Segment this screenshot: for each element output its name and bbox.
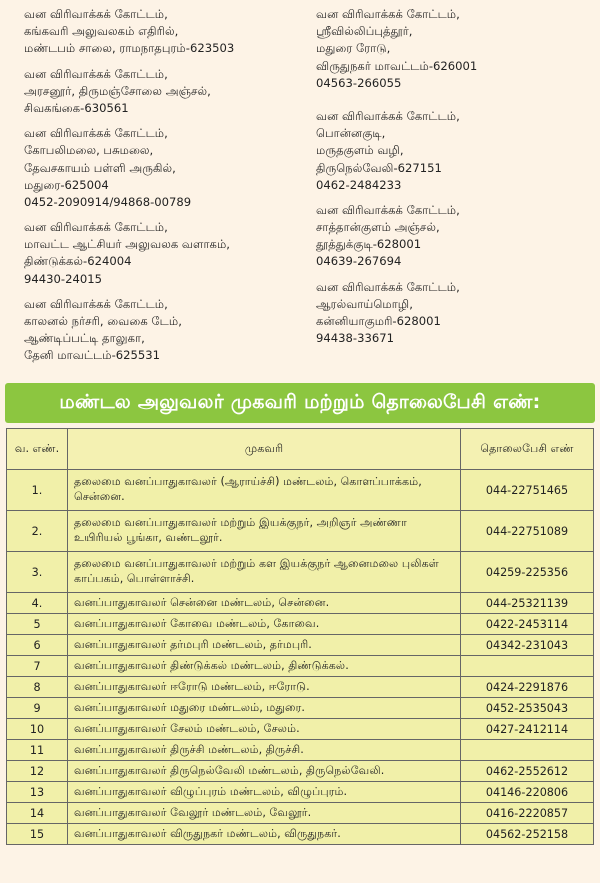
cell-sno: 3.: [7, 552, 68, 593]
address-line: வன விரிவாக்கக் கோட்டம்,: [24, 66, 168, 81]
table-row: [7, 824, 594, 845]
address-line: மதுரை-625004: [24, 177, 109, 192]
regional-office-table: [6, 428, 594, 845]
address-column-left: [24, 6, 294, 373]
cell-sno: 5: [7, 614, 68, 635]
cell-sno: 2.: [7, 511, 68, 552]
address-line: திருநெல்வேலி-627151: [316, 160, 442, 175]
cell-phone: 0424-2291876: [461, 677, 594, 698]
address-line: ஆண்டிப்பட்டி தாலுகா,: [24, 331, 145, 346]
address-line: வன விரிவாக்கக் கோட்டம்,: [316, 279, 460, 294]
address-line: வன விரிவாக்கக் கோட்டம்,: [316, 108, 460, 123]
cell-sno: 11: [7, 740, 68, 761]
table-row: [7, 511, 594, 552]
address-phone: 0462-2484233: [316, 177, 402, 192]
cell-sno: 13: [7, 782, 68, 803]
header-phone: தொலைபேசி எண்: [461, 429, 594, 470]
address-line: வன விரிவாக்கக் கோட்டம்,: [316, 7, 460, 21]
address-line: கங்கவரி அலுவலகம் எதிரில்,: [24, 24, 179, 39]
address-phone: 04563-266055: [316, 75, 402, 90]
address-phone: 94430-24015: [24, 271, 102, 286]
table-row: [7, 782, 594, 803]
address-line: வன விரிவாக்கக் கோட்டம்,: [24, 126, 168, 141]
address-line: ஆரல்வாய்மொழி,: [316, 296, 413, 311]
table-row: [7, 719, 594, 740]
cell-sno: 6: [7, 635, 68, 656]
cell-address: வனப்பாதுகாவலர் கோவை மண்டலம், கோவை.: [68, 614, 461, 635]
cell-sno: 9: [7, 698, 68, 719]
cell-address: வனப்பாதுகாவலர் தர்மபுரி மண்டலம், தர்மபுரி.: [68, 635, 461, 656]
cell-address: வனப்பாதுகாவலர் திருச்சி மண்டலம், திருச்சி.: [68, 740, 461, 761]
cell-phone: 0416-2220857: [461, 803, 594, 824]
table-row: [7, 698, 594, 719]
address-line: கன்னியாகுமரி-628001: [316, 314, 441, 328]
address-line: வன விரிவாக்கக் கோட்டம்,: [24, 220, 168, 235]
address-block: [24, 125, 294, 211]
address-phone: 94438-33671: [316, 331, 394, 346]
address-line: மருதகுளம் வழி,: [316, 143, 404, 158]
table-row: [7, 470, 594, 511]
cell-phone: 04146-220806: [461, 782, 594, 803]
cell-address: வனப்பாதுகாவலர் விருதுநகர் மண்டலம், விருதுநகர்.: [68, 824, 461, 845]
table-row: [7, 677, 594, 698]
header-address: முகவரி: [68, 429, 461, 470]
address-column-right: [316, 6, 586, 355]
address-line: வன விரிவாக்கக் கோட்டம்,: [24, 7, 168, 21]
address-line: விருதுநகர் மாவட்டம்-626001: [316, 58, 478, 73]
cell-phone: 0452-2535043: [461, 698, 594, 719]
header-sno: வ. எண்.: [7, 429, 68, 470]
address-line: பொன்னகுடி,: [316, 126, 386, 141]
cell-sno: 12: [7, 761, 68, 782]
table-row: [7, 656, 594, 677]
cell-address: வனப்பாதுகாவலர் மதுரை மண்டலம், மதுரை.: [68, 698, 461, 719]
address-phone: 0452-2090914/94868-00789: [24, 194, 192, 209]
cell-sno: 14: [7, 803, 68, 824]
address-block: [24, 296, 294, 365]
table-row: [7, 803, 594, 824]
section-banner-title: மண்டல அலுவலர் முகவரி மற்றும் தொலைபேசி எண்:: [5, 383, 595, 423]
cell-address: வனப்பாதுகாவலர் சேலம் மண்டலம், சேலம்.: [68, 719, 461, 740]
address-line: சிவகங்கை-630561: [24, 100, 129, 115]
cell-address: வனப்பாதுகாவலர் வேலூர் மண்டலம், வேலூர்.: [68, 803, 461, 824]
address-line: ஸ்ரீவில்லிப்புத்தூர்,: [316, 24, 413, 39]
cell-address: வனப்பாதுகாவலர் திண்டுக்கல் மண்டலம், திண்டுக்கல்.: [68, 656, 461, 677]
address-line: திண்டுக்கல்-624004: [24, 254, 132, 269]
cell-address: தலைமை வனப்பாதுகாவலர் மற்றும் கள இயக்குநர் ஆனைமலை புலிகள் காப்பகம், பொள்ளாச்சி.: [68, 552, 461, 593]
address-line: மாவட்ட ஆட்சியர் அலுவலக வளாகம்,: [24, 237, 230, 252]
table-row: [7, 635, 594, 656]
table-row: [7, 593, 594, 614]
address-block: [316, 108, 586, 194]
cell-phone: [461, 656, 594, 677]
cell-address: வனப்பாதுகாவலர் சென்னை மண்டலம், சென்னை.: [68, 593, 461, 614]
table-row: [7, 552, 594, 593]
cell-sno: 8: [7, 677, 68, 698]
address-block: [316, 279, 586, 348]
address-line: வன விரிவாக்கக் கோட்டம்,: [316, 202, 460, 217]
cell-phone: 0462-2552612: [461, 761, 594, 782]
table-header-row: [7, 429, 594, 470]
cell-address: வனப்பாதுகாவலர் ஈரோடு மண்டலம், ஈரோடு.: [68, 677, 461, 698]
cell-phone: 04342-231043: [461, 635, 594, 656]
cell-sno: 7: [7, 656, 68, 677]
address-phone: 04639-267694: [316, 254, 402, 269]
address-block: [24, 219, 294, 288]
address-block: [24, 6, 294, 58]
address-line: தேவசகாயம் பள்ளி அருகில்,: [24, 160, 176, 175]
cell-phone: 04259-225356: [461, 552, 594, 593]
cell-address: தலைமை வனப்பாதுகாவலர் மற்றும் இயக்குநர், அறிஞர் அண்ணா உயிரியல் பூங்கா, வண்டலூர்.: [68, 511, 461, 552]
address-block: [24, 66, 294, 118]
address-line: வன விரிவாக்கக் கோட்டம்,: [24, 296, 168, 311]
table-row: [7, 740, 594, 761]
cell-phone: 044-22751465: [461, 470, 594, 511]
address-line: சாத்தான்குளம் அஞ்சல்,: [316, 220, 440, 235]
address-line: மதுரை ரோடு,: [316, 41, 391, 56]
cell-sno: 15: [7, 824, 68, 845]
extension-division-addresses: [0, 0, 600, 378]
address-line: மண்டபம் சாலை, ராமநாதபுரம்-623503: [24, 41, 235, 56]
address-line: தேனி மாவட்டம்-625531: [24, 348, 161, 363]
address-line: காலனல் நர்சரி, வைகை டேம்,: [24, 314, 182, 328]
cell-phone: 04562-252158: [461, 824, 594, 845]
table-row: [7, 614, 594, 635]
address-line: கோபலிமலை, பசுமலை,: [24, 143, 154, 158]
regional-office-table-wrapper: [5, 428, 595, 883]
cell-address: வனப்பாதுகாவலர் விழுப்புரம் மண்டலம், விழுப்புரம்.: [68, 782, 461, 803]
cell-address: வனப்பாதுகாவலர் திருநெல்வேலி மண்டலம், திருநெல்வேலி.: [68, 761, 461, 782]
cell-sno: 1.: [7, 470, 68, 511]
cell-sno: 4.: [7, 593, 68, 614]
cell-phone: 044-22751089: [461, 511, 594, 552]
cell-phone: 0427-2412114: [461, 719, 594, 740]
cell-phone: 0422-2453114: [461, 614, 594, 635]
address-line: அரசனூர், திருமஞ்சோலை அஞ்சல்,: [24, 83, 211, 98]
address-line: தூத்துக்குடி-628001: [316, 237, 422, 252]
cell-sno: 10: [7, 719, 68, 740]
cell-phone: [461, 740, 594, 761]
address-block: [316, 6, 586, 92]
cell-phone: 044-25321139: [461, 593, 594, 614]
table-row: [7, 761, 594, 782]
cell-address: தலைமை வனப்பாதுகாவலர் (ஆராய்ச்சி) மண்டலம், கொளப்பாக்கம், சென்னை.: [68, 470, 461, 511]
address-block: [316, 202, 586, 271]
